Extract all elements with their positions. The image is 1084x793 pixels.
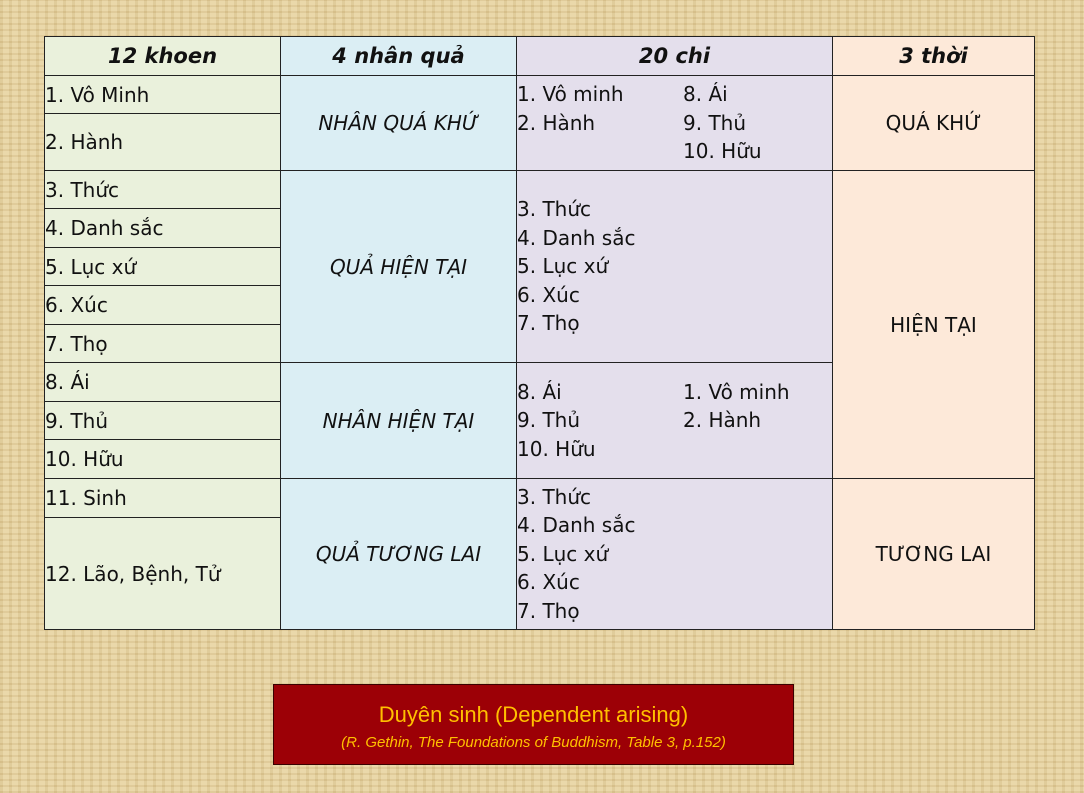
time-cell: TƯƠNG LAI xyxy=(833,479,1035,630)
header-12-links: 12 khoen xyxy=(45,37,281,76)
factor-item: 5. Lục xứ xyxy=(517,541,609,566)
caption-title: Duyên sinh (Dependent arising) xyxy=(378,702,689,727)
causal-cell: QUẢ TƯƠNG LAI xyxy=(281,479,517,630)
factor-item: 10. Hữu xyxy=(683,139,762,164)
factors-cell xyxy=(517,76,833,171)
factors-cell xyxy=(517,363,833,479)
link-cell: 7. Thọ xyxy=(45,325,281,363)
causal-cell: NHÂN HIỆN TẠI xyxy=(281,363,517,479)
factors-left-column xyxy=(517,378,683,464)
header-4-causal: 4 nhân quả xyxy=(281,37,517,76)
causal-cell: NHÂN QUÁ KHỨ xyxy=(281,76,517,171)
link-cell: 8. Ái xyxy=(45,363,281,402)
factors-left-column xyxy=(517,80,683,137)
factor-item: 7. Thọ xyxy=(517,311,580,336)
factor-item: 2. Hành xyxy=(517,110,596,135)
factors-right-column xyxy=(683,80,762,166)
link-cell: 10. Hữu xyxy=(45,440,281,479)
factor-item: 3. Thức xyxy=(517,197,592,222)
link-cell: 11. Sinh xyxy=(45,479,281,518)
factor-item: 4. Danh sắc xyxy=(517,513,636,538)
table-row xyxy=(45,171,1035,209)
header-row xyxy=(45,37,1035,76)
factor-item: 7. Thọ xyxy=(517,598,580,623)
link-cell: 12. Lão, Bệnh, Tử xyxy=(45,518,281,630)
factor-item: 4. Danh sắc xyxy=(517,225,636,250)
link-cell: 5. Lục xứ xyxy=(45,248,281,286)
factor-item: 8. Ái xyxy=(517,379,562,404)
link-cell: 6. Xúc xyxy=(45,286,281,325)
factors-right-column xyxy=(683,378,790,435)
factor-item: 3. Thức xyxy=(517,484,592,509)
factor-item: 8. Ái xyxy=(683,82,728,107)
table-row xyxy=(45,479,1035,518)
link-cell: 2. Hành xyxy=(45,114,281,171)
factor-item: 1. Vô minh xyxy=(517,82,624,107)
factors-cell xyxy=(517,171,833,363)
time-cell: QUÁ KHỨ xyxy=(833,76,1035,171)
header-20-factors: 20 chi xyxy=(517,37,833,76)
factor-item: 9. Thủ xyxy=(683,110,747,135)
link-cell: 4. Danh sắc xyxy=(45,209,281,248)
link-cell: 1. Vô Minh xyxy=(45,76,281,114)
time-cell: HIỆN TẠI xyxy=(833,171,1035,479)
factors-cell xyxy=(517,479,833,630)
factor-item: 1. Vô minh xyxy=(683,379,790,404)
header-3-times: 3 thời xyxy=(833,37,1035,76)
caption-subtitle: (R. Gethin, The Foundations of Buddhism, Table 3, p.152) xyxy=(341,734,726,751)
factor-item: 10. Hữu xyxy=(517,436,596,461)
factor-item: 6. Xúc xyxy=(517,282,580,307)
factors-left-column xyxy=(517,483,683,626)
factor-item: 9. Thủ xyxy=(517,408,581,433)
factor-item: 6. Xúc xyxy=(517,570,580,595)
factor-item: 2. Hành xyxy=(683,408,762,433)
caption-box xyxy=(273,684,794,765)
dependent-arising-table xyxy=(44,36,1035,630)
factors-left-column xyxy=(517,195,683,338)
table-row xyxy=(45,76,1035,114)
link-cell: 3. Thức xyxy=(45,171,281,209)
factor-item: 5. Lục xứ xyxy=(517,254,609,279)
link-cell: 9. Thủ xyxy=(45,402,281,440)
causal-cell: QUẢ HIỆN TẠI xyxy=(281,171,517,363)
